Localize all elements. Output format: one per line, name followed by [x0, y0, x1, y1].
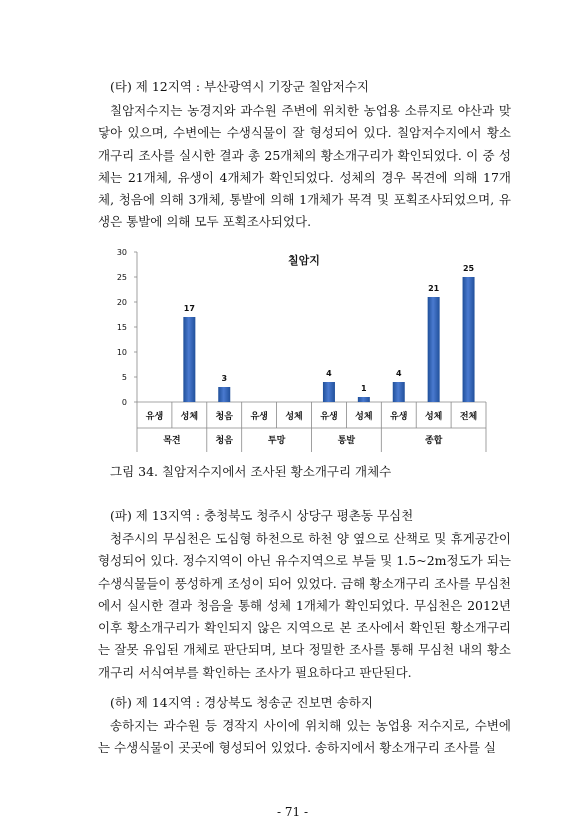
- chart-title: 칠암지: [288, 254, 320, 267]
- data-label: 21: [428, 284, 440, 293]
- group-label: 목견: [163, 436, 181, 446]
- bar: [358, 397, 370, 402]
- y-tick-label: 0: [121, 398, 127, 407]
- bar: [393, 382, 405, 402]
- section-heading-14: (하) 제 14지역 : 경상북도 청송군 진보면 송하지: [110, 695, 373, 710]
- data-label: 4: [326, 369, 332, 378]
- data-label: 3: [221, 374, 228, 383]
- x-tick-label: 성체: [424, 412, 443, 422]
- bar: [323, 382, 335, 402]
- bar: [218, 387, 230, 402]
- section-body-13: [98, 528, 511, 684]
- data-label: 25: [462, 264, 475, 273]
- group-label: 투망: [267, 436, 286, 446]
- x-tick-label: 청음: [215, 412, 233, 422]
- chart-tick-labels: [117, 248, 477, 446]
- x-tick-label: 유생: [145, 412, 164, 422]
- y-tick-label: 5: [121, 373, 127, 382]
- y-tick-label: 25: [116, 273, 127, 282]
- y-tick-label: 10: [116, 348, 127, 357]
- y-tick-label: 30: [116, 248, 127, 257]
- bar: [463, 277, 475, 402]
- paragraph-text: 청주시의 무심천은 도심형 하천으로 하천 양 옆으로 산책로 및 휴게공간이 형성되어 있다. 정수지역이 아닌 유수지역으로 부들 및 1.5~2m정도가 되는 수생식물들이 풍성하게 조성이 되어 있었다. 금해 황소개구리 조사를 무심천에서 실시한 결과 청음을 통해 성체 1개체가 확인되었다. 무심천은 2012년 이후 황소개구리가 확인되지 않은 지역으로 본 조사에서 확인된 황소개구리는 잘못 유입된 개체로 판단되며, 보다 정밀한 조사를 통해 무심천 내의 황소개구리 서식여부를 확인하는 조사가 필요하다고 판단된다.: [98, 531, 511, 680]
- group-label: 청음: [215, 436, 233, 446]
- x-tick-label: 유생: [390, 412, 408, 422]
- x-tick-label: 성체: [285, 412, 303, 422]
- x-tick-label: 전체: [459, 412, 478, 422]
- chart-bars: [183, 277, 474, 402]
- x-tick-label: 성체: [180, 412, 199, 422]
- section-body-14: [98, 715, 511, 760]
- group-label: 종합: [424, 436, 443, 446]
- paragraph-text: 칠암저수지는 농경지와 과수원 주변에 위치한 농업용 소류지로 야산과 맞닿아 있으며, 수변에는 수생식물이 잘 형성되어 있다. 칠암저수지에서 황소개구리 조사를 실시한 결과 총 25개체의 황소개구리가 확인되었다. 이 중 성체는 21개체, 유생이 4개체가 확인되었다. 성체의 경우 목견에 의해 17개체, 청음에 의해 3개체, 통발에 의해 1개체가 목격 및 포획조사되었으며, 유생은 통발에 의해 모두 포획조사되었다.: [98, 103, 511, 230]
- data-label: 1: [361, 384, 367, 393]
- data-label: 4: [395, 369, 402, 378]
- paragraph-text: 송하지는 과수원 등 경작지 사이에 위치해 있는 농업용 저수지로, 수변에는 수생식물이 곳곳에 형성되어 있었다. 송하지에서 황소개구리 조사를 실: [98, 718, 511, 756]
- section-heading-12: (타) 제 12지역 : 부산광역시 기장군 칠암저수지: [110, 79, 369, 94]
- figure-caption: 그림 34. 칠암저수지에서 조사된 황소개구리 개체수: [110, 464, 392, 479]
- x-tick-label: 성체: [355, 412, 373, 422]
- bar: [428, 297, 440, 402]
- page-number: - 71 -: [276, 805, 308, 819]
- data-label: 17: [183, 304, 195, 313]
- section-heading-13: (파) 제 13지역 : 충청북도 청주시 상당구 평촌동 무심천: [110, 508, 414, 523]
- x-tick-label: 유생: [320, 412, 338, 422]
- bar: [183, 317, 195, 402]
- y-tick-label: 15: [116, 323, 127, 332]
- x-tick-label: 유생: [250, 412, 268, 422]
- group-label: 통발: [337, 436, 356, 446]
- y-tick-label: 20: [116, 298, 127, 307]
